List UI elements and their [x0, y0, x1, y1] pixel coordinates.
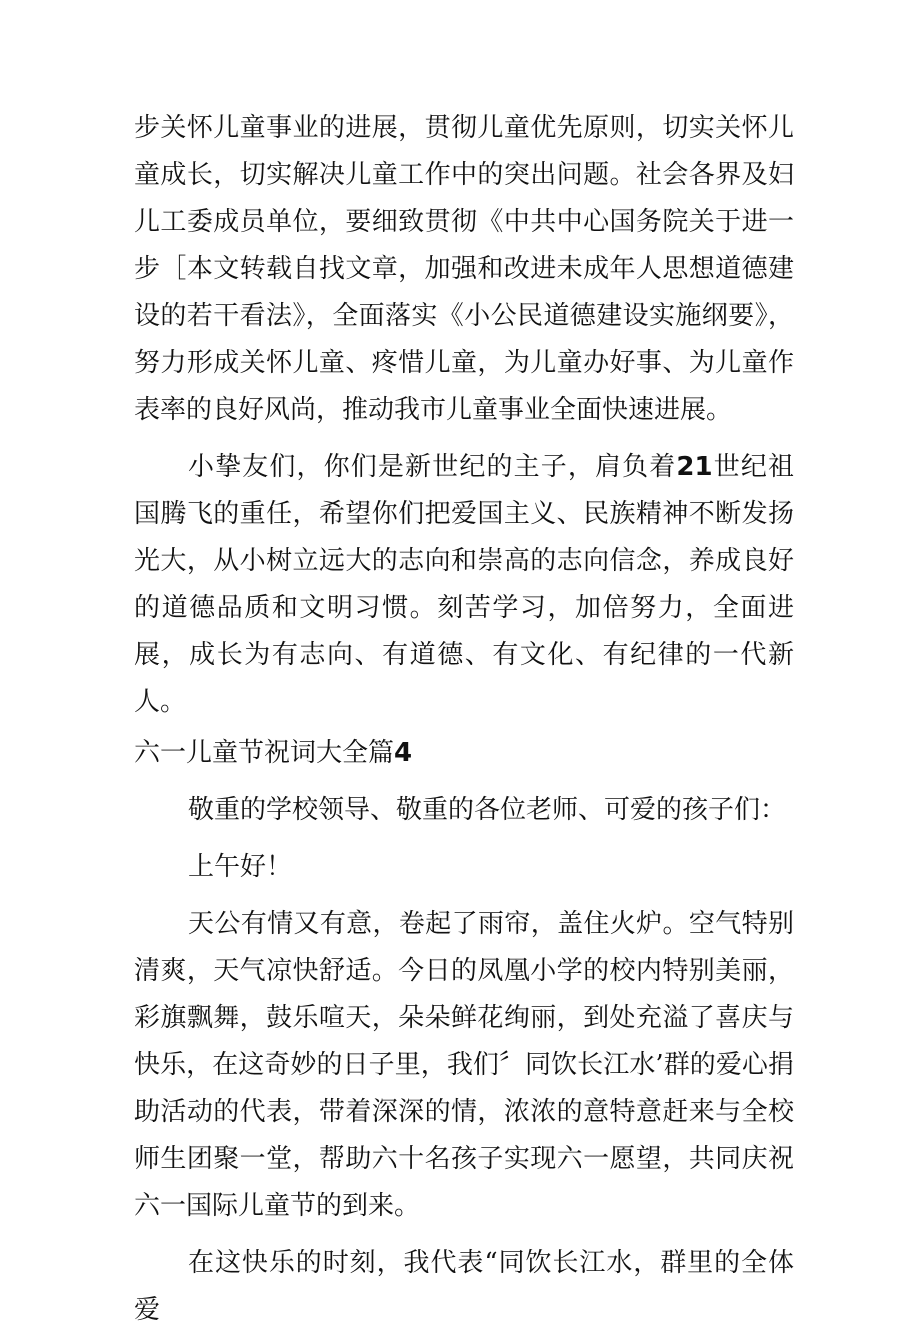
speech-representative-paragraph [134, 1240, 794, 1334]
section-heading-text: 六一儿童节祝词大全篇 [134, 738, 395, 768]
speech-salutation [134, 787, 794, 834]
paragraph-young-friends [134, 444, 794, 726]
section-heading-number: 4 [394, 738, 413, 768]
paragraph-text-before: 小挚友们，你们是新世纪的主子，肩负着 [188, 452, 677, 482]
paragraph-child-welfare [134, 105, 794, 434]
paragraph-text: 步关怀儿童事业的进展，贯彻儿童优先原则，切实关怀儿童成长，切实解决儿童工作中的突出问题。社会各界及妇儿工委成员单位，要细致贯彻《中共中心国务院关于进一步［本文转载自找文章，加强和改进未成年人思想道德建设的若干看法》，全面落实《小公民道德建设实施纲要》，努力形成关怀儿童、疼惜儿童，为儿童办好事、为儿童作表率的良好风尚，推动我市儿童事业全面快速进展。 [134, 113, 794, 425]
document-body [134, 105, 794, 1334]
speech-greeting [134, 844, 794, 891]
speech-weather-paragraph [134, 901, 794, 1230]
paragraph-text: 敬重的学校领导、敬重的各位老师、可爱的孩子们： [188, 795, 787, 825]
paragraph-text: 在这快乐的时刻，我代表“同饮长江水，群里的全体爱 [134, 1248, 794, 1325]
paragraph-text: 上午好！ [188, 852, 293, 882]
section-heading [134, 730, 794, 777]
century-number: 21 [676, 452, 713, 482]
paragraph-text-after: 世纪祖国腾飞的重任，希望你们把爱国主义、民族精神不断发扬光大，从小树立远大的志向和崇高的志向信念，养成良好的道德品质和文明习惯。刻苦学习，加倍努力，全面进展，成长为有志向、有道德、有文化、有纪律的一代新人。 [134, 452, 794, 717]
paragraph-text: 天公有情又有意，卷起了雨帘，盖住火炉。空气特别清爽，天气凉快舒适。今日的凤凰小学的校内特别美丽，彩旗飘舞，鼓乐喧天，朵朵鲜花绚丽，到处充溢了喜庆与快乐，在这奇妙的日子里，我们〞同饮长江水’群的爱心捐助活动的代表，带着深深的情，浓浓的意特意赶来与全校师生团聚一堂，帮助六十名孩子实现六一愿望，共同庆祝六一国际儿童节的到来。 [134, 909, 794, 1221]
